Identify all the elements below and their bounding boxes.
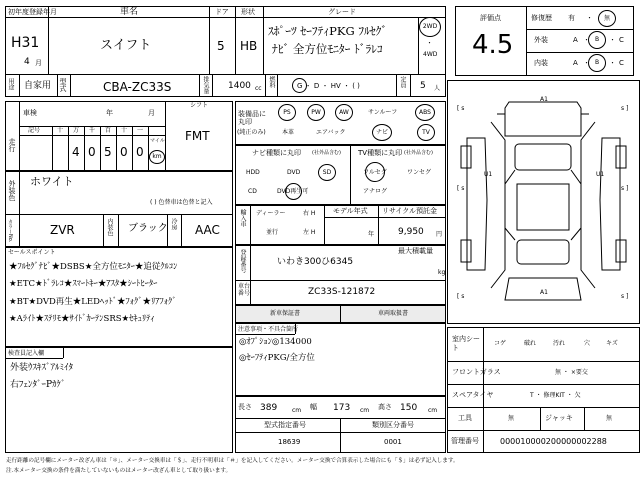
vehicle-inspection-label: 車検 — [23, 109, 37, 117]
svg-text:s ]: s ] — [621, 293, 629, 300]
navi-sd-circle — [318, 164, 336, 181]
registration-label: 登録番号 — [239, 249, 246, 273]
tv-label: TV種類に丸印 — [358, 149, 403, 157]
interior-color-label: 内装色 — [106, 218, 113, 236]
repair-opt-0: 有 — [568, 14, 575, 22]
svg-text:s ]: s ] — [621, 185, 629, 192]
cc-unit: cc — [255, 85, 262, 92]
interior-selected: B — [594, 59, 600, 66]
diagram-label-2: U1 — [596, 171, 605, 178]
car-name: スイフト — [100, 38, 152, 53]
repair-selected-circle — [598, 10, 616, 27]
equip-ps-circle — [278, 104, 296, 121]
width-value: 173 — [333, 403, 351, 413]
max-load-label: 最大積載量 — [398, 247, 433, 255]
digit-unit-0: 十 — [57, 127, 64, 134]
exterior-opt-dot2: ・ — [609, 36, 616, 44]
tv-oneseg: ワンセグ — [407, 169, 432, 176]
width-label: 幅 — [310, 403, 317, 411]
recycle-value: 9,950 — [398, 227, 424, 237]
type-value: 18639 — [278, 438, 301, 446]
shift: FMT — [185, 129, 210, 143]
equip-pw-circle — [307, 104, 325, 121]
inspector-line-0: 外装ｳｽｷｽﾞｱﾙﾐｲﾀ — [10, 363, 74, 373]
note-line-0: ◎ｵﾌﾟｼｮﾝ◎134000 — [239, 337, 312, 347]
grade-label: グレード — [328, 8, 356, 16]
equip-sunroof: サンルーフ — [368, 109, 398, 116]
tools-value: 無 — [508, 415, 515, 422]
sales-point-3: ★Aﾗｲﾄ★ｽﾃﾘﾓ★ｻｲﾄﾞｶｰﾃﾝSRS★ｾｷｭﾘﾃｨ — [9, 314, 155, 324]
reg-era: H31 — [11, 35, 40, 51]
shift-label: シフト — [190, 102, 209, 109]
equip-airbag: エアバック — [316, 129, 346, 136]
diagram-label-3: A1 — [540, 289, 548, 296]
tv-fullseg: フルセグ — [363, 169, 387, 176]
repair-selected: 無 — [603, 14, 610, 22]
sales-points-label: セールスポイント — [8, 249, 56, 256]
exterior-selected: B — [594, 36, 600, 43]
exterior-opt-dot1: ・ — [583, 36, 590, 44]
diagram-label-1: U1 — [484, 171, 493, 178]
height-value: 150 — [400, 403, 418, 413]
navi-hdd: HDD — [246, 169, 260, 176]
mgmt-label: 管理番号 — [451, 437, 479, 445]
ac-label: 冷房 — [170, 218, 177, 230]
repair-label: 修復歴 — [531, 14, 552, 22]
digit-unit-1: 万 — [73, 127, 80, 134]
interior-opt-dot2: ・ — [609, 59, 616, 67]
navi-note: (社外品含む) — [312, 150, 341, 156]
model-year-unit: 年 — [368, 231, 375, 238]
drive-2wd-circle — [419, 17, 441, 37]
interior-color: ブラック — [128, 223, 168, 234]
length-value: 389 — [260, 403, 278, 413]
max-load-unit: kg — [438, 269, 446, 276]
equip-tv: TV — [422, 128, 430, 136]
km-label: km — [152, 153, 162, 160]
exterior-opt-a: A — [573, 36, 578, 44]
tv-note: (社外品含む) — [404, 150, 433, 156]
digit-unit-3: 百 — [105, 127, 112, 134]
footer-line-1: 走行距離の記号欄にメーター改ざん車は「＊」、メーター交換車は「＄」、走行不明車は「＃」を記入してください。メーター交換で合算表示した場合にも「＄」は必ず記入します。 — [6, 458, 459, 464]
warranty-label: 新車保証書 — [270, 310, 301, 317]
navi-dvd-playback-circle — [285, 183, 302, 200]
import-label: 輸入車 — [239, 209, 246, 227]
manual-label: 車両取扱書 — [378, 310, 409, 317]
seat-opt-0: コゲ — [494, 340, 507, 347]
import-parallel: 並行 — [266, 229, 279, 236]
equip-aw: AW — [339, 108, 349, 116]
interior-label: 内装 — [534, 59, 548, 67]
inspection-month-unit: 月 — [148, 109, 155, 117]
seat-opt-1: 破れ — [524, 340, 537, 347]
record-label: 記号 — [28, 127, 41, 134]
mile-label: マイル — [150, 138, 165, 144]
equip-aw-circle — [335, 104, 353, 121]
length-unit: cm — [292, 407, 302, 414]
import-right: 右 H — [303, 210, 316, 217]
inspection-year-unit: 年 — [106, 109, 113, 117]
import-dealer: ディーラー — [256, 210, 286, 217]
length-label: 長さ — [238, 403, 252, 411]
km-circle — [149, 150, 165, 164]
svg-text:[ s: [ s — [457, 105, 465, 112]
navi-label: ナビ種類に丸印 — [252, 149, 301, 157]
navi-sd: SD — [322, 168, 332, 176]
footer-line-2: 注.本メーター交換の条件を満たしていないものはメーター改ざん車として取り扱います。 — [6, 468, 232, 474]
equip-leather: 本革 — [282, 129, 295, 136]
fuel-options: G ・ D ・ HV ・ ( ) — [297, 82, 360, 90]
chassis-value: ZC33S-121872 — [308, 287, 376, 297]
color-value: ホワイト — [30, 175, 74, 188]
model: CBA-ZC33S — [103, 80, 172, 94]
interior-selected-circle — [588, 54, 606, 72]
sales-point-1: ★ETC★ﾄﾞﾗﾚｺ★ｽﾏｰﾄｷｰ★ｱｽﾀ★ｼｰﾄﾋｰﾀｰ — [9, 279, 158, 289]
digit-unit-5: 一 — [137, 127, 144, 134]
score: 4.5 — [472, 30, 514, 60]
drive-4wd: 4WD — [423, 51, 438, 58]
jack-label: ジャッキ — [545, 414, 573, 422]
note-line-1: ◎ｾｰﾌﾃｨPKG/全方位 — [239, 353, 315, 363]
shape: HB — [240, 39, 258, 53]
interior-opt-dot1: ・ — [583, 59, 590, 67]
grade-line1: ｽﾎﾟｰﾂ ｾｰﾌﾃｨPKG ﾌﾙｾｸﾞ — [268, 24, 388, 38]
mileage-digit-2: 0 — [88, 145, 96, 159]
fuel-label: 燃料 — [268, 76, 275, 88]
notes-label: 注意事項・不具合箇所 — [238, 326, 299, 333]
digit-unit-2: 千 — [89, 127, 96, 134]
glass-label: フロントガラス — [452, 368, 501, 376]
tools-label: 工具 — [458, 414, 472, 422]
recycle-unit: 円 — [436, 231, 443, 238]
equip-navi-circle — [372, 124, 392, 141]
capacity-label: 定員 — [399, 76, 406, 88]
sales-point-0: ★ﾌﾙｾｸﾞﾅﾋﾞ★DSBS★全方位ﾓﾆﾀｰ★追従ｸﾙｺﾝ — [9, 262, 178, 272]
equip-pw: PW — [311, 108, 321, 116]
repair-opt-1: ・ — [586, 14, 593, 22]
svg-text:[ s: [ s — [457, 185, 465, 192]
mileage-digit-4: 0 — [120, 145, 128, 159]
usage-label: 用途 — [7, 78, 14, 90]
equip-ps: PS — [283, 108, 291, 116]
seat-opt-4: キズ — [606, 340, 618, 347]
drive-dot: ・ — [426, 39, 433, 47]
travel-label: 走行 — [8, 138, 16, 152]
mileage-digit-1: 4 — [72, 145, 80, 159]
name-label: 車名 — [120, 7, 139, 17]
spare-value: T ・ 修理KIT ・ 欠 — [530, 392, 581, 399]
displacement: 1400 — [228, 81, 251, 91]
type-label: 型式指定番号 — [264, 421, 306, 429]
equip-abs-circle — [415, 104, 435, 121]
fuel-selected-circle — [292, 78, 307, 93]
color-label: 外装色 — [8, 180, 16, 201]
spare-label: スペアタイヤ — [452, 391, 494, 399]
mgmt-value: 000010000200000002288 — [500, 437, 607, 446]
color-code-label: カラーNo. — [7, 219, 13, 243]
drive-2wd: 2WD — [422, 23, 438, 30]
inspector-line-1: 右ﾌｪﾝﾀﾞｰPｶｹﾞ — [10, 380, 66, 390]
class-label: 類別区分番号 — [372, 421, 414, 429]
jack-value: 無 — [606, 415, 613, 422]
seat-label: 室内シート — [452, 335, 480, 353]
score-label: 評価点 — [480, 14, 501, 22]
registration-value: いわき300ひ6345 — [277, 257, 354, 267]
model-year-label: モデル年式 — [333, 207, 368, 215]
interior-opt-c: C — [619, 59, 624, 67]
glass-value: 無 ・ ×要交 — [555, 369, 588, 376]
mileage-digit-5: 0 — [136, 145, 144, 159]
height-unit: cm — [428, 407, 438, 414]
door-label: ドア — [215, 8, 229, 16]
reg-month-unit: 月 — [35, 59, 42, 67]
color-note: ( ) 色替車は色替と記入 — [150, 199, 213, 206]
shape-label: 形状 — [241, 8, 255, 16]
inspector-label: 検査員記入欄 — [8, 350, 45, 357]
interior-opt-a: A — [573, 59, 578, 67]
navi-cd: CD — [248, 188, 257, 195]
reg-year-label: 初年度登録年月 — [8, 8, 57, 16]
svg-text:[ s: [ s — [457, 293, 465, 300]
width-unit: cm — [360, 407, 370, 414]
equip-tv-circle — [417, 124, 435, 141]
chassis-label: 車台番号 — [238, 283, 251, 297]
mileage-digit-3: 5 — [104, 145, 112, 159]
doors: 5 — [217, 39, 225, 53]
exterior-opt-c: C — [619, 36, 624, 44]
equipment-label: 装備品に丸印 — [238, 110, 266, 127]
equip-abs: ABS — [419, 108, 431, 116]
equipment-sublabel: (純正のみ) — [237, 129, 266, 136]
equip-navi: ナビ — [375, 128, 388, 136]
tv-analog: アナログ — [363, 188, 388, 195]
import-left: 左 H — [303, 229, 316, 236]
car-diagram — [447, 80, 640, 324]
navi-dvd-playback: DVD再生可 — [277, 188, 309, 195]
exterior-selected-circle — [588, 31, 606, 49]
recycle-label: リサイクル預託金 — [382, 207, 438, 215]
displacement-label: 排気量 — [202, 76, 209, 94]
digit-unit-4: 十 — [121, 127, 128, 134]
color-code: ZVR — [50, 223, 75, 237]
svg-text:s ]: s ] — [621, 105, 629, 112]
diagram-label-0: A1 — [540, 96, 548, 103]
ac-value: AAC — [195, 223, 220, 237]
reg-month: 4 — [24, 57, 30, 67]
exterior-label: 外装 — [534, 36, 548, 44]
height-label: 高さ — [378, 403, 392, 411]
sales-point-2: ★BT★DVD再生★LEDﾍｯﾄﾞ★ﾌｫｸﾞ★ﾘｱﾌｫｸﾞ — [9, 297, 177, 307]
seat-opt-2: 汚れ — [553, 340, 566, 347]
class-value: 0001 — [384, 438, 402, 446]
grade-line2: ﾅﾋﾞ 全方位ﾓﾆﾀｰ ﾄﾞﾗﾚｺ — [272, 42, 383, 56]
capacity-unit: 人 — [434, 85, 441, 92]
seat-opt-3: 穴 — [584, 340, 591, 347]
model-label: 型式 — [59, 78, 67, 92]
usage: 自家用 — [24, 81, 52, 91]
navi-dvd: DVD — [287, 169, 301, 176]
tv-fullseg-circle — [365, 162, 385, 182]
capacity: 5 — [420, 81, 426, 91]
